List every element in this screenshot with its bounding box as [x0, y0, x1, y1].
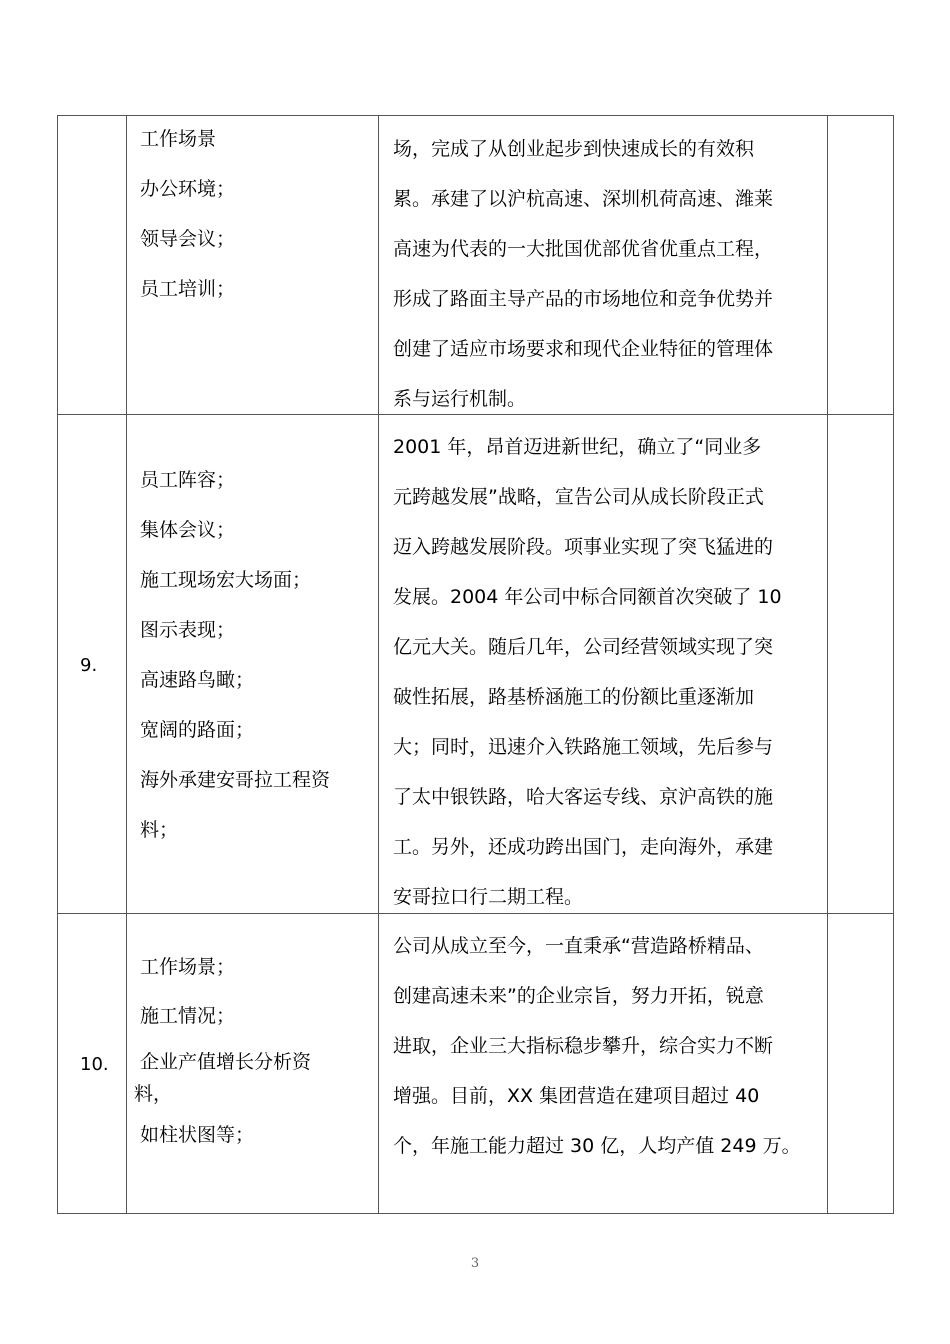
description-line: 安哥拉口行二期工程。: [393, 886, 584, 908]
description-line: 大；同时，迅速介入铁路施工领域，先后参与: [393, 736, 774, 758]
column-divider: [126, 415, 127, 914]
description: [393, 921, 823, 1171]
column-divider: [126, 116, 127, 415]
column-divider: [378, 914, 379, 1213]
description-line: 2001 年，昂首迈进新世纪，确立了“同业多: [393, 436, 762, 458]
table-row: [57, 913, 894, 1214]
description-line: 迈入跨越发展阶段。项事业实现了突飞猛进的: [393, 536, 774, 558]
description-line: 了太中银铁路，哈大客运专线、京沪高铁的施: [393, 786, 774, 808]
scene-item: 工作场景；: [140, 956, 236, 978]
content-table: [57, 115, 894, 1214]
scene-item: 员工阵容；: [140, 469, 236, 491]
description-line: 形成了路面主导产品的市场地位和竞争优势并: [393, 288, 774, 310]
scene-item: 料；: [140, 819, 179, 841]
description-line: 发展。2004 年公司中标合同额首次突破了 10: [393, 586, 782, 608]
scene-item: 员工培训；: [140, 278, 236, 300]
scene-item: 海外承建安哥拉工程资: [140, 769, 331, 791]
description-line: 创建了适应市场要求和现代企业特征的管理体: [393, 338, 774, 360]
table-row: [57, 115, 894, 415]
scene-item: 领导会议；: [140, 228, 236, 250]
description-line: 工。另外，还成功跨出国门，走向海外，承建: [393, 836, 774, 858]
scene-item: 如柱状图等；: [140, 1124, 255, 1146]
row-number: 9.: [80, 655, 98, 676]
column-divider: [827, 116, 828, 415]
description-line: 公司从成立至今，一直秉承“营造路桥精品、: [393, 935, 764, 957]
column-divider: [126, 914, 127, 1213]
scene-item: 施工现场宏大场面；: [140, 569, 312, 591]
scene-item: 施工情况；: [140, 1005, 236, 1027]
description-line: 创建高速未来”的企业宗旨，努力开拓，锐意: [393, 985, 764, 1007]
scene-item: 工作场景: [140, 128, 217, 150]
column-divider: [827, 914, 828, 1213]
table-row: [57, 414, 894, 914]
scene-item: 集体会议；: [140, 519, 236, 541]
scene-list: [134, 943, 312, 1165]
scene-item: 宽阔的路面；: [140, 719, 255, 741]
description: [393, 124, 823, 424]
column-divider: [378, 116, 379, 415]
scene-item: 企业产值增长分析资: [140, 1051, 312, 1073]
scene-list: [140, 114, 235, 314]
scene-list: [140, 455, 330, 855]
column-divider: [827, 415, 828, 914]
description-line: 累。承建了以沪杭高速、深圳机荷高速、潍莱: [393, 188, 774, 210]
scene-item: 高速路鸟瞰；: [140, 669, 255, 691]
column-divider: [378, 415, 379, 914]
description-line: 系与运行机制。: [393, 388, 527, 410]
description-line: 进取，企业三大指标稳步攀升，综合实力不断: [393, 1035, 774, 1057]
description-line: 破性拓展，路基桥涵施工的份额比重逐渐加: [393, 686, 755, 708]
scene-item: 料，: [134, 1083, 173, 1105]
description-line: 元跨越发展”战略，宣告公司从成长阶段正式: [393, 486, 764, 508]
description-line: 个，年施工能力超过 30 亿，人均产值 249 万。: [393, 1135, 801, 1157]
scene-item: 办公环境；: [140, 178, 236, 200]
description-line: 场，完成了从创业起步到快速成长的有效积: [393, 138, 755, 160]
description-line: 增强。目前，XX 集团营造在建项目超过 40: [393, 1085, 760, 1107]
description: [393, 422, 823, 922]
row-number: 10.: [80, 1054, 109, 1075]
description-line: 高速为代表的一大批国优部优省优重点工程，: [393, 238, 774, 260]
page-number: 3: [470, 1256, 480, 1271]
scene-item: 图示表现；: [140, 619, 236, 641]
description-line: 亿元大关。随后几年，公司经营领域实现了突: [393, 636, 774, 658]
